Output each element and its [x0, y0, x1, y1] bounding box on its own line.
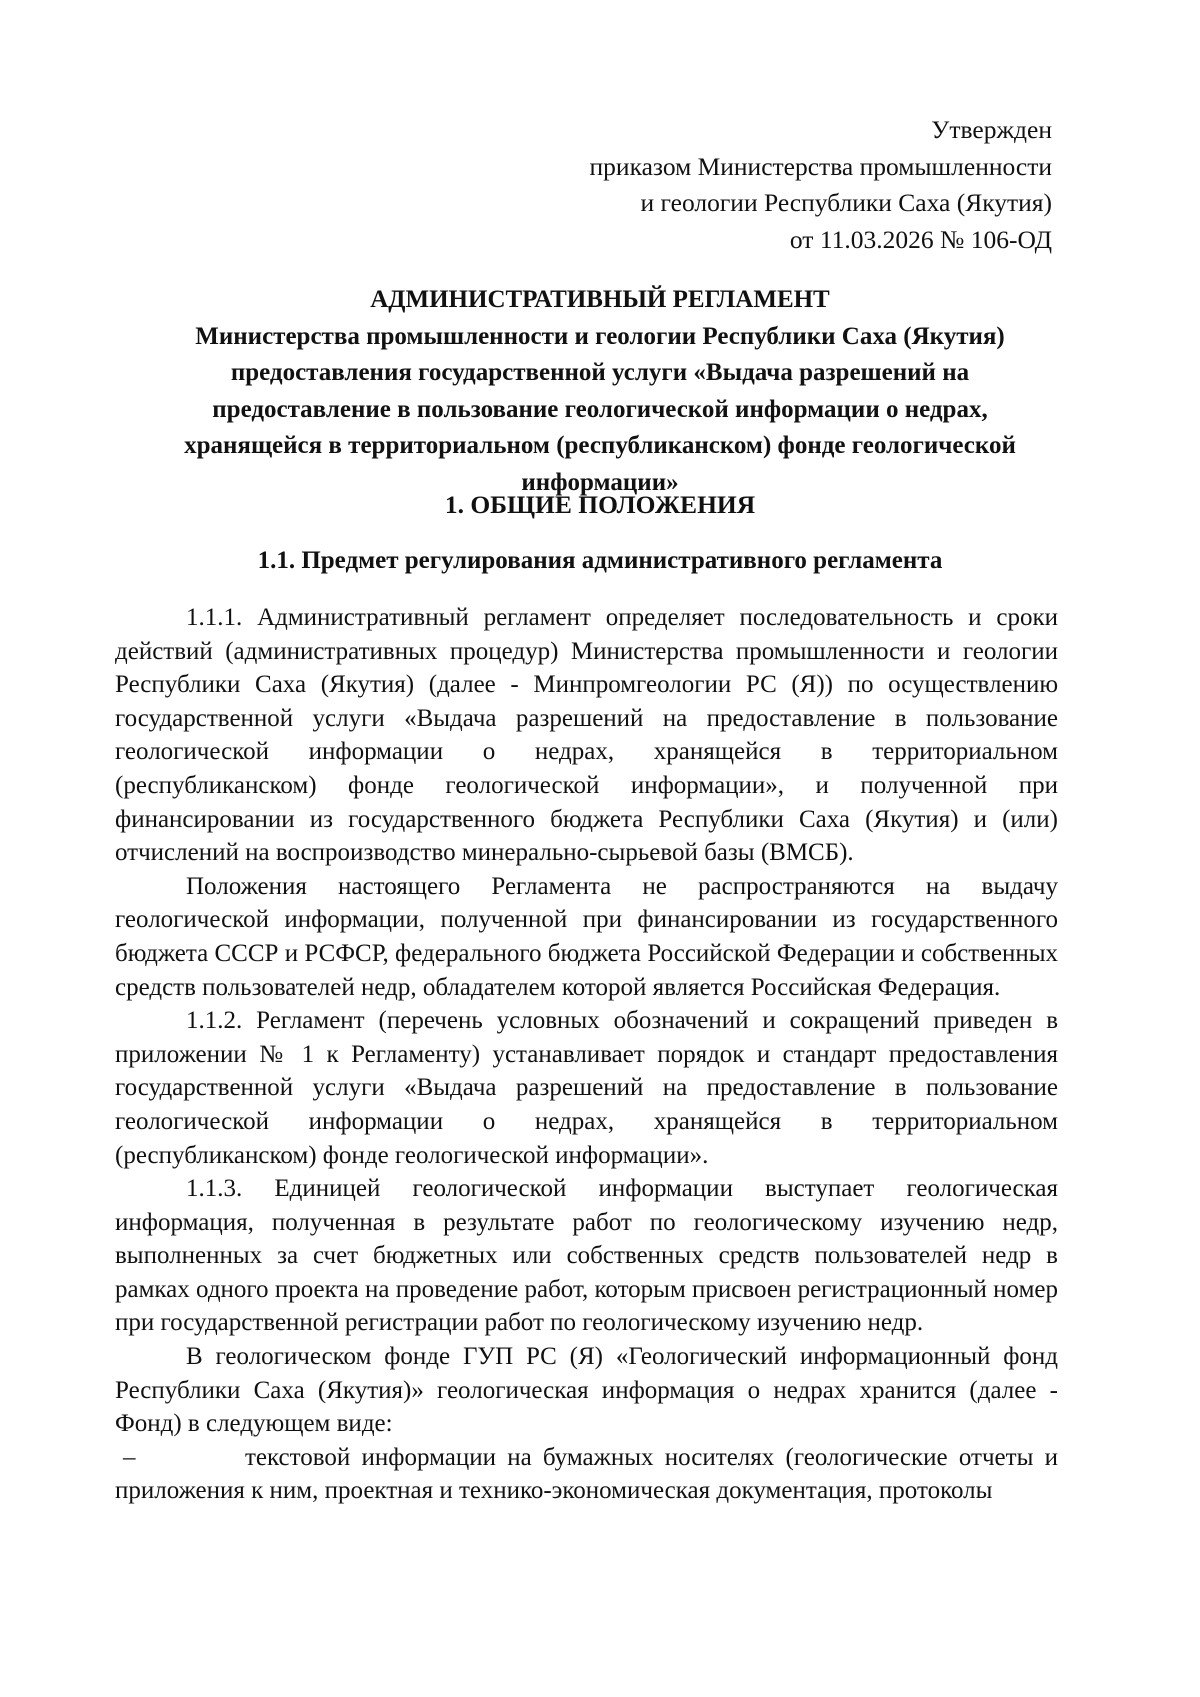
paragraph-fund: В геологическом фонде ГУП РС (Я) «Геологический информационный фонд Республики Саха (Якутия)» геологическая информация о недрах хранится (далее - Фонд) в следующем виде: [115, 1343, 1058, 1438]
paragraph-provisions: Положения настоящего Регламента не распространяются на выдачу геологической информации, полученной при финансировании из государственного бюджета СССР и РСФСР, федерального бюджета Российской Федерации и собственных средств пользователей недр, обладателем которой является Российская Федерация. [115, 872, 1058, 1001]
title-line-1: АДМИНИСТРАТИВНЫЙ РЕГЛАМЕНТ [370, 286, 830, 313]
document-title [140, 282, 1060, 501]
subsection-heading: 1.1. Предмет регулирования административного регламента [257, 547, 943, 574]
list-dash: – [123, 1443, 136, 1471]
approval-line-4: от 11.03.2026 № 106-ОД [789, 224, 1052, 254]
title-line-5: хранящейся в территориальном (республиканском) фонде геологической [184, 432, 1016, 459]
title-line-3: предоставления государственной услуги «Выдача разрешений на [230, 359, 970, 386]
approval-line-2: приказом Министерства промышленности [589, 151, 1052, 181]
title-line-6: информации» [521, 468, 679, 496]
list-item-text: текстовой информации на бумажных носителях (геологические отчеты и приложения к ним, проектная и технико-экономическая документация, протоколы [115, 1443, 1058, 1505]
paragraph-1-1-1: 1.1.1. Административный регламент определяет последовательность и сроки действий (административных процедур) Министерства промышленности и геологии Республики Саха (Якутия) (далее - Минпромгеологии РС (Я)) по осуществлению государственной услуги «Выдача разрешений на предоставление в пользование геологической информации о недрах, хранящейся в территориальном (республиканском) фонде геологической информации», и полученной при финансировании из государственного бюджета Республики Саха (Якутия) и (или) отчислений на воспроизводство минерально-сырьевой базы (ВМСБ). [115, 604, 1058, 867]
paragraph-1-1-2: 1.1.2. Регламент (перечень условных обозначений и сокращений приведен в приложении № 1 к Регламенту) устанавливает порядок и стандарт предоставления государственной услуги «Выдача разрешений на предоставление в пользование геологической информации о недрах, хранящейся в территориальном (республиканском) фонде геологической информации». [115, 1007, 1058, 1169]
document-body [115, 601, 1058, 1508]
title-line-2: Министерства промышленности и геологии Республики Саха (Якутия) [195, 322, 1005, 350]
approval-line-3: и геологии Республики Саха (Якутия) [640, 188, 1052, 217]
paragraph-1-1-3: 1.1.3. Единицей геологической информации выступает геологическая информация, полученная в результате работ по геологическому изучению недр, выполненных за счет бюджетных или собственных средств пользователей недр в рамках одного проекта на проведение работ, которым присвоен регистрационный номер при государственной регистрации работ по геологическому изучению недр. [115, 1175, 1058, 1337]
section-heading: 1. ОБЩИЕ ПОЛОЖЕНИЯ [444, 490, 756, 519]
title-line-4: предоставление в пользование геологической информации о недрах, [212, 395, 988, 423]
approval-stamp [590, 112, 1052, 258]
list-item [115, 1441, 1058, 1508]
approval-line-1: Утвержден [931, 115, 1052, 144]
